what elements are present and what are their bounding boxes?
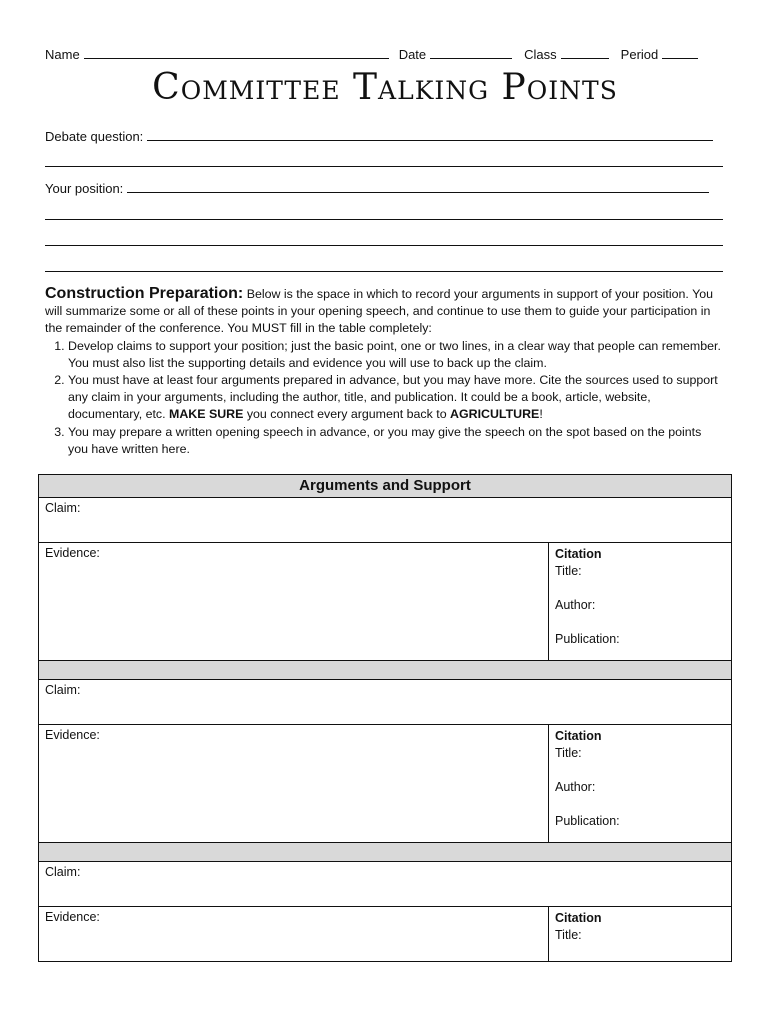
header-line bbox=[45, 46, 725, 62]
name-blank[interactable] bbox=[84, 46, 389, 59]
debate-question-blank-2[interactable] bbox=[45, 166, 723, 167]
class-blank[interactable] bbox=[561, 46, 609, 59]
claim-label: Claim: bbox=[45, 683, 81, 697]
instruction-text: you connect every argument back to bbox=[246, 407, 447, 422]
evidence-cell[interactable] bbox=[39, 725, 549, 842]
date-blank[interactable] bbox=[430, 46, 512, 59]
title-label: Title: bbox=[555, 928, 582, 942]
evidence-label: Evidence: bbox=[45, 728, 100, 742]
instruction-text: ! bbox=[539, 407, 543, 422]
name-label: Name bbox=[45, 47, 80, 62]
your-position-blank-4[interactable] bbox=[45, 271, 723, 272]
citation-cell[interactable] bbox=[549, 543, 731, 660]
instruction-text: Develop claims to support your position; just the basic point, one or two lines, in a clear way that people can remember. You must also list the supporting details and evidence you will use to back up the claim. bbox=[68, 338, 721, 370]
instruction-text: You must have at least four arguments prepared in advance, but you may have more. Cite the sources used to support any claim in your arguments, including the author, title, and publication. It could be a book, article, website, documentary, etc. bbox=[68, 373, 718, 422]
period-label: Period bbox=[620, 47, 659, 62]
your-position-line bbox=[45, 180, 713, 196]
publication-label: Publication: bbox=[555, 814, 620, 828]
citation-label: Citation bbox=[555, 729, 602, 743]
your-position-blank-2[interactable] bbox=[45, 219, 723, 220]
evidence-cell[interactable] bbox=[39, 543, 549, 660]
instruction-emphasis: AGRICULTURE bbox=[450, 407, 540, 422]
your-position-label: Your position: bbox=[45, 181, 124, 196]
title-label: Title: bbox=[555, 746, 582, 760]
claim-label: Claim: bbox=[45, 865, 81, 879]
your-position-blank-3[interactable] bbox=[45, 245, 723, 246]
class-label: Class bbox=[524, 47, 557, 62]
publication-label: Publication: bbox=[555, 632, 620, 646]
title-label: Title: bbox=[555, 564, 582, 578]
claim-cell[interactable] bbox=[39, 498, 731, 543]
arguments-table bbox=[38, 474, 732, 962]
evidence-label: Evidence: bbox=[45, 546, 100, 560]
instruction-item bbox=[68, 338, 723, 372]
evidence-cell[interactable] bbox=[39, 907, 549, 962]
instruction-emphasis: MAKE SURE bbox=[169, 407, 244, 422]
citation-cell[interactable] bbox=[549, 725, 731, 842]
claim-cell[interactable] bbox=[39, 680, 731, 725]
instruction-text: You may prepare a written opening speech in advance, or you may give the speech on the spot based on the points you have written here. bbox=[68, 424, 702, 456]
instructions bbox=[45, 285, 723, 458]
claim-label: Claim: bbox=[45, 501, 81, 515]
evidence-row bbox=[39, 725, 731, 842]
author-label: Author: bbox=[555, 780, 596, 794]
instruction-item bbox=[68, 424, 723, 458]
row-separator bbox=[39, 842, 731, 862]
instruction-item bbox=[68, 372, 723, 424]
debate-question-label: Debate question: bbox=[45, 129, 144, 144]
author-label: Author: bbox=[555, 598, 596, 612]
citation-label: Citation bbox=[555, 911, 602, 925]
instructions-list bbox=[45, 338, 723, 458]
citation-cell[interactable] bbox=[549, 907, 731, 962]
row-separator bbox=[39, 660, 731, 680]
evidence-row bbox=[39, 543, 731, 660]
date-label: Date bbox=[398, 47, 427, 62]
evidence-row bbox=[39, 907, 731, 962]
instructions-lead: Construction Preparation: bbox=[45, 285, 244, 302]
debate-question-blank[interactable] bbox=[147, 128, 713, 141]
instructions-intro: Below is the space in which to record your arguments in support of your position. You will summarize some or all of these points in your opening speech, and continue to use them to guide your participation in the remainder of the conference. You MUST fill in the table completely: bbox=[45, 287, 713, 336]
page-title: Committee Talking Points bbox=[152, 67, 618, 108]
debate-question-line bbox=[45, 128, 717, 144]
claim-cell[interactable] bbox=[39, 862, 731, 907]
citation-label: Citation bbox=[555, 547, 602, 561]
table-heading: Arguments and Support bbox=[39, 475, 731, 498]
period-blank[interactable] bbox=[662, 46, 698, 59]
evidence-label: Evidence: bbox=[45, 910, 100, 924]
your-position-blank[interactable] bbox=[127, 180, 709, 193]
